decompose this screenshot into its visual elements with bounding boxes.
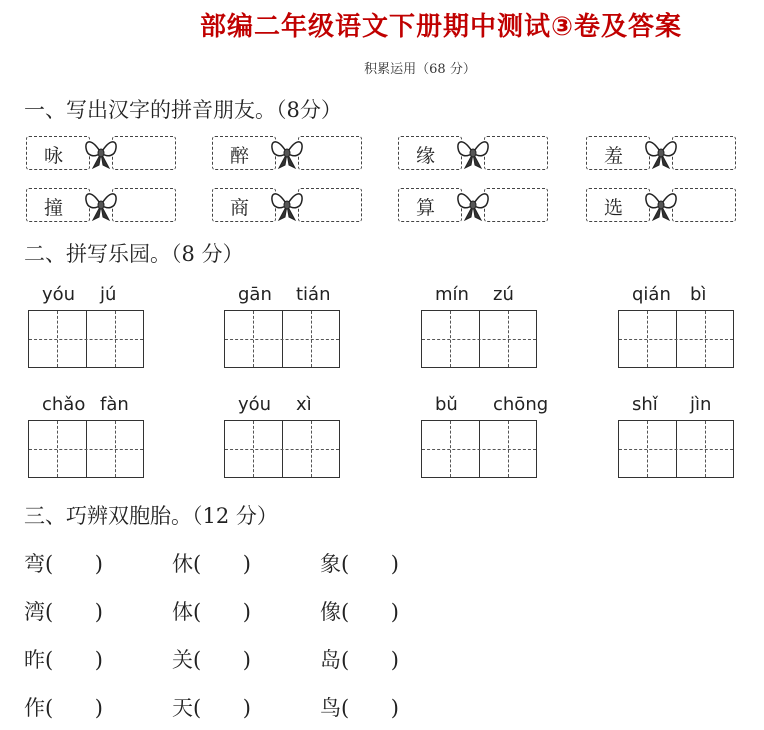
pinyin-answer-box[interactable] [298,188,362,222]
word-answer-blank[interactable] [341,600,399,624]
pinyin-answer-box[interactable] [672,188,736,222]
hanzi-char: 鸟 [320,696,341,720]
butterfly-box [398,188,546,222]
pinyin-syllable: qián [632,284,671,305]
tianzige-writing-grid[interactable] [421,310,537,368]
hanzi-char: 作 [24,696,45,720]
twin-char-item [172,644,251,674]
hanzi-char: 选 [604,197,624,219]
pinyin-answer-box[interactable] [484,136,548,170]
pinyin-syllable: tián [296,284,331,305]
section2-heading: 二、拼写乐园。（8 分） [24,242,244,266]
tianzige-writing-grid[interactable] [618,420,734,478]
pinyin-writing-group [224,394,344,484]
pinyin-syllable: bǔ [435,394,458,415]
twin-char-item [320,644,399,674]
page-title: 部编二年级语文下册期中测试③卷及答案 [200,12,683,42]
word-answer-blank[interactable] [45,648,103,672]
close-paren: ) [94,648,103,672]
open-paren: ( [193,552,202,576]
hanzi-char: 昨 [24,648,45,672]
twin-char-item [24,644,103,674]
pinyin-writing-group [28,394,148,484]
pinyin-syllable: shǐ [632,394,658,415]
pinyin-writing-group [421,284,541,374]
tianzige-writing-grid[interactable] [28,420,144,478]
tianzige-writing-grid[interactable] [28,310,144,368]
hanzi-char: 醉 [230,145,250,167]
pinyin-syllable: chǎo [42,394,86,415]
pinyin-syllable: jú [100,284,117,305]
butterfly-box [586,188,734,222]
tianzige-writing-grid[interactable] [224,310,340,368]
pinyin-syllable: mín [435,284,469,305]
hanzi-char: 关 [172,648,193,672]
open-paren: ( [341,696,350,720]
hanzi-char: 像 [320,600,341,624]
word-answer-blank[interactable] [193,552,251,576]
pinyin-syllable: yóu [238,394,272,415]
close-paren: ) [390,552,399,576]
pinyin-syllable: xì [296,394,312,415]
butterfly-box [586,136,734,170]
twin-char-item [320,548,399,578]
hanzi-char: 休 [172,552,193,576]
pinyin-syllable: yóu [42,284,76,305]
hanzi-char: 体 [172,600,193,624]
open-paren: ( [341,600,350,624]
word-answer-blank[interactable] [45,696,103,720]
twin-char-item [172,692,251,722]
pinyin-answer-box[interactable] [672,136,736,170]
tianzige-writing-grid[interactable] [618,310,734,368]
pinyin-answer-box[interactable] [112,136,176,170]
butterfly-box [26,136,174,170]
pinyin-syllable: gān [238,284,272,305]
pinyin-answer-box[interactable] [112,188,176,222]
close-paren: ) [390,696,399,720]
close-paren: ) [94,552,103,576]
open-paren: ( [341,552,350,576]
word-answer-blank[interactable] [193,696,251,720]
pinyin-writing-group [618,284,738,374]
hanzi-char: 缘 [416,145,436,167]
word-answer-blank[interactable] [193,600,251,624]
hanzi-char: 岛 [320,648,341,672]
pinyin-answer-box[interactable] [484,188,548,222]
open-paren: ( [45,648,54,672]
close-paren: ) [390,648,399,672]
open-paren: ( [45,600,54,624]
section3-heading: 三、巧辨双胞胎。（12 分） [24,504,278,528]
close-paren: ) [390,600,399,624]
section1-heading: 一、写出汉字的拼音朋友。（8分） [24,98,342,122]
pinyin-answer-box[interactable] [298,136,362,170]
open-paren: ( [341,648,350,672]
hanzi-char: 羞 [604,145,624,167]
open-paren: ( [193,600,202,624]
word-answer-blank[interactable] [341,648,399,672]
twin-char-item [320,692,399,722]
open-paren: ( [193,648,202,672]
hanzi-char: 商 [230,197,250,219]
tianzige-writing-grid[interactable] [421,420,537,478]
hanzi-char: 咏 [44,145,64,167]
close-paren: ) [242,552,251,576]
page-subtitle: 积累运用（68 分） [364,62,476,77]
hanzi-char: 撞 [44,197,64,219]
open-paren: ( [45,552,54,576]
butterfly-box [398,136,546,170]
butterfly-box [212,136,360,170]
close-paren: ) [94,600,103,624]
word-answer-blank[interactable] [45,600,103,624]
hanzi-char: 算 [416,197,436,219]
hanzi-char: 象 [320,552,341,576]
open-paren: ( [193,696,202,720]
twin-char-item [172,596,251,626]
twin-char-item [320,596,399,626]
pinyin-writing-group [421,394,549,484]
close-paren: ) [242,696,251,720]
twin-char-item [24,548,103,578]
pinyin-syllable: jìn [690,394,712,415]
pinyin-writing-group [618,394,738,484]
pinyin-syllable: fàn [100,394,129,415]
pinyin-syllable: zú [493,284,514,305]
hanzi-char: 湾 [24,600,45,624]
open-paren: ( [45,696,54,720]
close-paren: ) [242,600,251,624]
twin-char-item [24,692,103,722]
word-answer-blank[interactable] [193,648,251,672]
pinyin-syllable: bì [690,284,707,305]
twin-char-item [24,596,103,626]
butterfly-box [26,188,174,222]
pinyin-writing-group [224,284,344,374]
tianzige-writing-grid[interactable] [224,420,340,478]
word-answer-blank[interactable] [341,552,399,576]
word-answer-blank[interactable] [341,696,399,720]
pinyin-syllable: chōng [493,394,549,415]
word-answer-blank[interactable] [45,552,103,576]
close-paren: ) [242,648,251,672]
butterfly-box [212,188,360,222]
hanzi-char: 弯 [24,552,45,576]
twin-char-item [172,548,251,578]
pinyin-writing-group [28,284,148,374]
hanzi-char: 天 [172,696,193,720]
close-paren: ) [94,696,103,720]
